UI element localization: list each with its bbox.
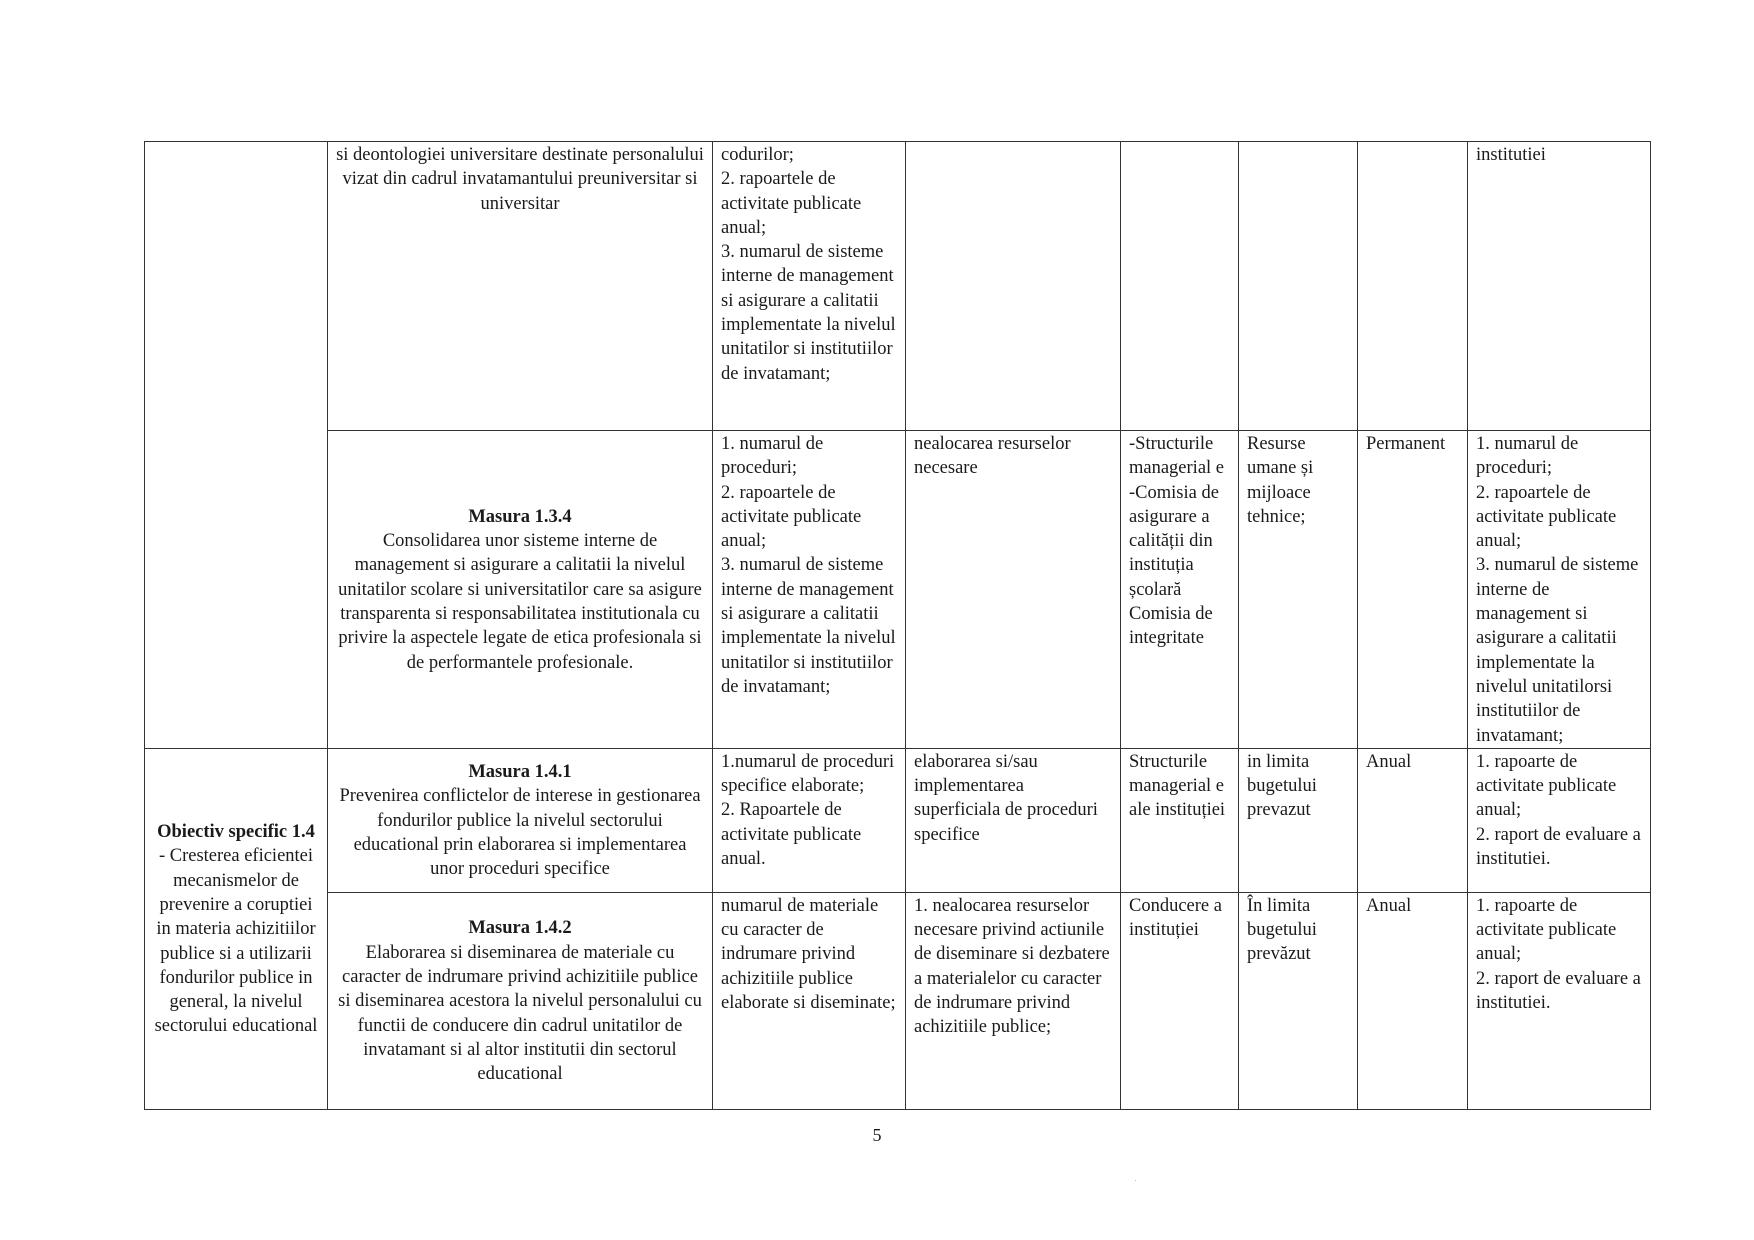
responsible-item: -Structurile managerial e — [1129, 434, 1225, 479]
responsible-item: -Comisia de asigurare a calității din instituția școlară — [1129, 482, 1219, 600]
indicators-cell — [713, 431, 906, 749]
table-row — [145, 142, 1651, 431]
verification-cell — [1468, 431, 1651, 749]
risks-cell: nealocarea resurselor necesare — [906, 431, 1121, 749]
indicators-cell — [713, 142, 906, 431]
indicator-item: 1.numarul de proceduri specifice elaborate; — [721, 751, 895, 797]
verification-item: 1. numarul de proceduri; — [1476, 434, 1579, 479]
table-row — [145, 892, 1651, 1109]
indicator-item: 1. numarul de proceduri; — [721, 434, 824, 479]
responsible-item: Structurile managerial e ale instituției — [1129, 751, 1226, 821]
risks-cell: elaborarea si/sau implementarea superficiala de proceduri specifice — [906, 748, 1121, 892]
indicator-item: 2. rapoartele de activitate publicate anual; — [721, 169, 862, 238]
verification-item: 2. raport de evaluare a institutiei. — [1476, 824, 1641, 870]
measure-cell — [328, 431, 713, 749]
measure-title: Masura 1.3.4 — [468, 506, 572, 527]
verification-item: 2. rapoartele de activitate publicate anual; — [1476, 482, 1617, 552]
measure-title: Masura 1.4.2 — [468, 918, 572, 939]
verification-item: 3. numarul de sisteme interne de management si asigurare a calitatii implementate la nivelul unitatilorsi institutiilor de invatamant; — [1476, 555, 1639, 746]
indicators-cell — [713, 892, 906, 1109]
measure-text: si deontologiei universitare destinate personalului vizat din cadrul invatamantului preuniversitar si universitar — [336, 145, 704, 214]
measure-title: Masura 1.4.1 — [468, 762, 572, 783]
responsible-item: Comisia de integritate — [1129, 604, 1213, 649]
objective-title: Obiectiv specific 1.4 — [157, 822, 315, 843]
deadline-cell: Permanent — [1358, 431, 1468, 749]
responsible-item: Conducere a instituției — [1129, 895, 1222, 941]
verification-cell — [1468, 892, 1651, 1109]
indicators-cell — [713, 748, 906, 892]
measure-text: Elaborarea si diseminarea de materiale cu caracter de indrumare privind achizitiile publice si diseminarea acestora la nivelul personalului cu functii de conducere din cadrul unitatilor de invatamant si al altor institutii din sectorul educational — [338, 942, 702, 1085]
indicator-item: 2. Rapoartele de activitate publicate anual. — [721, 800, 862, 870]
risks-cell: 1. nealocarea resurselor necesare privind actiunile de diseminare si dezbatere a materialelor cu caracter de indrumare privind achizitiile publice; — [906, 892, 1121, 1109]
page-number: 5 — [872, 1125, 882, 1145]
table-row — [145, 431, 1651, 749]
responsible-cell — [1121, 142, 1239, 431]
risks-cell — [906, 142, 1121, 431]
objective-cell — [145, 748, 328, 1109]
measure-cell — [328, 142, 713, 431]
resources-cell: În limita bugetului prevăzut — [1239, 892, 1358, 1109]
verification-item: 1. rapoarte de activitate publicate anual; — [1476, 751, 1617, 821]
resources-cell: in limita bugetului prevazut — [1239, 748, 1358, 892]
resources-cell — [1239, 142, 1358, 431]
verification-item: 2. raport de evaluare a institutiei. — [1476, 968, 1641, 1014]
measure-text: Prevenirea conflictelor de interese in gestionarea fondurilor publice la nivelul sectorului educational prin elaborarea si implementarea unor proceduri specifice — [339, 786, 701, 880]
deadline-cell: Anual — [1358, 892, 1468, 1109]
action-plan-table — [144, 141, 1651, 1110]
verification-item: 1. rapoarte de activitate publicate anual; — [1476, 895, 1617, 965]
indicator-item: 2. rapoartele de activitate publicate anual; — [721, 482, 862, 552]
table-row — [145, 748, 1651, 892]
objective-cell-empty — [145, 142, 328, 749]
verification-cell — [1468, 748, 1651, 892]
indicator-item: 3. numarul de sisteme interne de management si asigurare a calitatii implementate la nivelul unitatilor si institutiilor de invatamant; — [721, 555, 896, 697]
measure-text: Consolidarea unor sisteme interne de management si asigurare a calitatii la nivelul unitatilor scolare si universitatilor care sa asigure transparenta si responsabilitatea institutionala cu privire la aspectele legate de etica profesionala si de performantele profesionale. — [338, 531, 702, 673]
deadline-cell — [1358, 142, 1468, 431]
verification-item: institutiei — [1476, 145, 1546, 165]
responsible-cell — [1121, 892, 1239, 1109]
verification-cell — [1468, 142, 1651, 431]
measure-cell — [328, 748, 713, 892]
measure-cell — [328, 892, 713, 1109]
indicator-item: numarul de materiale cu caracter de indrumare privind achizitiile publice elaborate si diseminate; — [721, 895, 896, 1014]
objective-text: - Cresterea eficientei mecanismelor de prevenire a coruptiei in materia achizitiilor publice si a utilizarii fondurilor publice in general, la nivelul sectorului educational — [154, 846, 318, 1037]
indicator-item: 3. numarul de sisteme interne de management si asigurare a calitatii implementate la nivelul unitatilor si institutiilor de invatamant; — [721, 242, 896, 384]
resources-cell: Resurse umane și mijloace tehnice; — [1239, 431, 1358, 749]
responsible-cell — [1121, 748, 1239, 892]
deadline-cell: Anual — [1358, 748, 1468, 892]
indicator-item: codurilor; — [721, 145, 794, 165]
scan-speck — [1135, 1180, 1136, 1181]
responsible-cell — [1121, 431, 1239, 749]
